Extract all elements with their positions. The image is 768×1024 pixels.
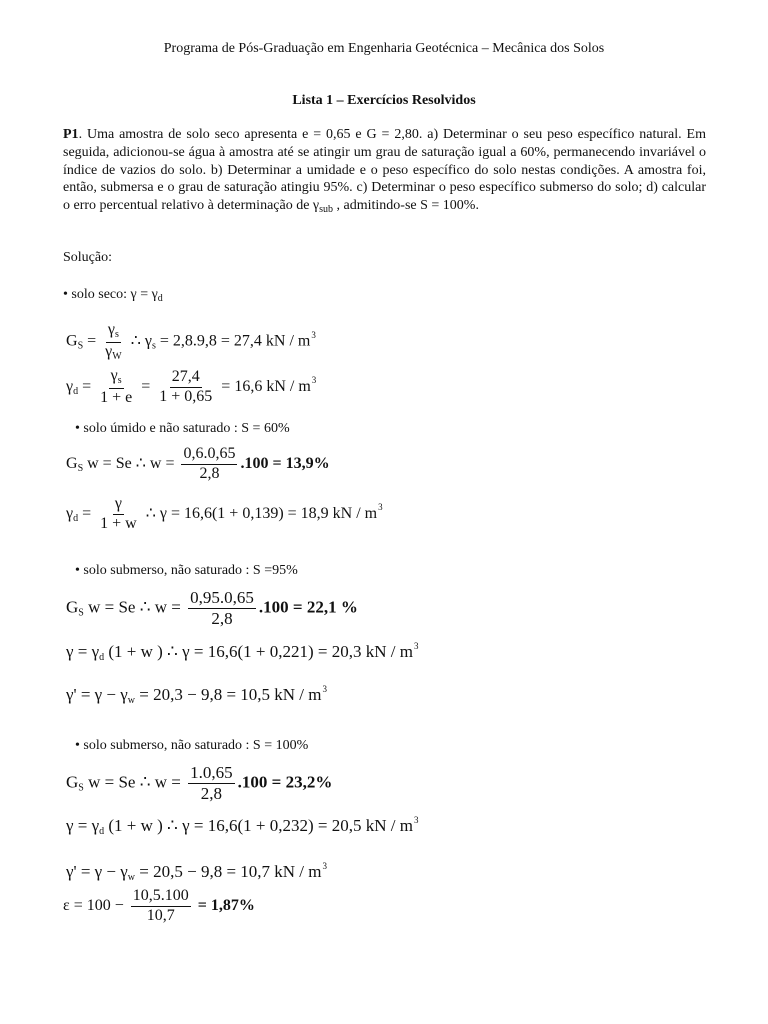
list-title: Lista 1 – Exercícios Resolvidos — [292, 93, 476, 108]
equation-w-60: $G_S$ w = Se ∴ w = $\frac{0,6.0,65}{2,8}$ .100 = 13,9% — [66, 445, 330, 482]
equation-gamma-100: $\gamma = \gamma_d$ (1 + w ) ∴ γ = 16,6(1 + 0,232) = 20,5 kN / $m^3$ — [66, 815, 419, 837]
fraction: $\frac{0,6.0,65}{2,8}$ — [183, 445, 236, 482]
fraction: $\frac{\gamma_s}{\gamma_W}$ — [105, 321, 122, 362]
section-dry: • solo seco: $\gamma = \gamma_d$ — [63, 287, 163, 304]
problem-gamma-sub: sub — [319, 204, 334, 216]
section-submerged-100: • solo submerso, não saturado : S = 100% — [75, 738, 309, 753]
equation-gamma-d: $\gamma_d$ = $\frac{\gamma_s}{1 + e}$ = $\frac{27,4}{1 + 0,65}$ = 16,6 kN / $m^3$ — [66, 367, 317, 406]
problem-statement — [63, 126, 706, 219]
equation-gamma-prime-95: $\gamma' = \gamma - \gamma_w = 20,3 - 9,8 = 10,5$ kN / $m^3$ — [66, 684, 328, 706]
fraction: $\frac{10,5.100}{10,7}$ — [132, 887, 189, 924]
fraction: $\frac{\gamma}{1 + w}$ — [100, 495, 137, 532]
problem-text-end: , admitindo-se S = 100%. — [333, 198, 479, 214]
fraction: $\frac{27,4}{1 + 0,65}$ — [159, 367, 213, 405]
equation-w-95: $G_S$ w = Se ∴ w = $\frac{0,95.0,65}{2,8}$ .100 = 22,1 % — [66, 588, 358, 628]
equation-gamma-60: $\gamma_d$ = $\frac{\gamma}{1 + w}$ ∴ γ = 16,6(1 + 0,139) = 18,9 kN / $m^3$ — [66, 495, 383, 532]
section-moist-60: • solo úmido e não saturado : S = 60% — [75, 421, 290, 436]
solution-label: Solução: — [63, 250, 112, 265]
fraction: $\frac{0,95.0,65}{2,8}$ — [190, 588, 254, 628]
equation-gamma-prime-100: $\gamma' = \gamma - \gamma_w = 20,5 - 9,8 = 10,7$ kN / $m^3$ — [66, 861, 328, 883]
problem-gamma: γ — [312, 198, 320, 214]
equation-gs-dry: $G_S$ = $\frac{\gamma_s}{\gamma_W}$ ∴ $\gamma_s = 2,8.9,8 = 27,4$ kN / $m^3$ — [66, 321, 316, 362]
equation-error: ε = 100 − $\frac{10,5.100}{10,7}$ = 1,87% — [63, 887, 255, 924]
page-header: Programa de Pós-Graduação em Engenharia Geotécnica – Mecânica dos Solos — [163, 41, 605, 56]
equation-w-100: $G_S$ w = Se ∴ w = $\frac{1.0,65}{2,8}$ .100 = 23,2% — [66, 763, 333, 803]
problem-label: P1 — [63, 127, 79, 142]
equation-gamma-95: $\gamma = \gamma_d$ (1 + w ) ∴ γ = 16,6(1 + 0,221) = 20,3 kN / $m^3$ — [66, 641, 419, 663]
fraction: $\frac{1.0,65}{2,8}$ — [190, 763, 233, 803]
section-submerged-95: • solo submerso, não saturado : S =95% — [75, 563, 298, 578]
problem-text: . Uma amostra de solo seco apresenta e = 0,65 e G = 2,80. a) Determinar o seu peso específico natural. Em seguida, adicionou-se água à amostra até se atingir um grau de saturação igual a 60%, permanecendo invariável o índice de vazios do solo. b) Determinar a umidade e o peso específico do solo nestas condições. A amostra foi, então, submersa e o grau de saturação atingiu 95%. c) Determinar o peso específico submerso do solo; d) calcular o erro percentual relativo à determinação de — [63, 127, 706, 214]
fraction: $\frac{\gamma_s}{1 + e}$ — [100, 367, 133, 406]
